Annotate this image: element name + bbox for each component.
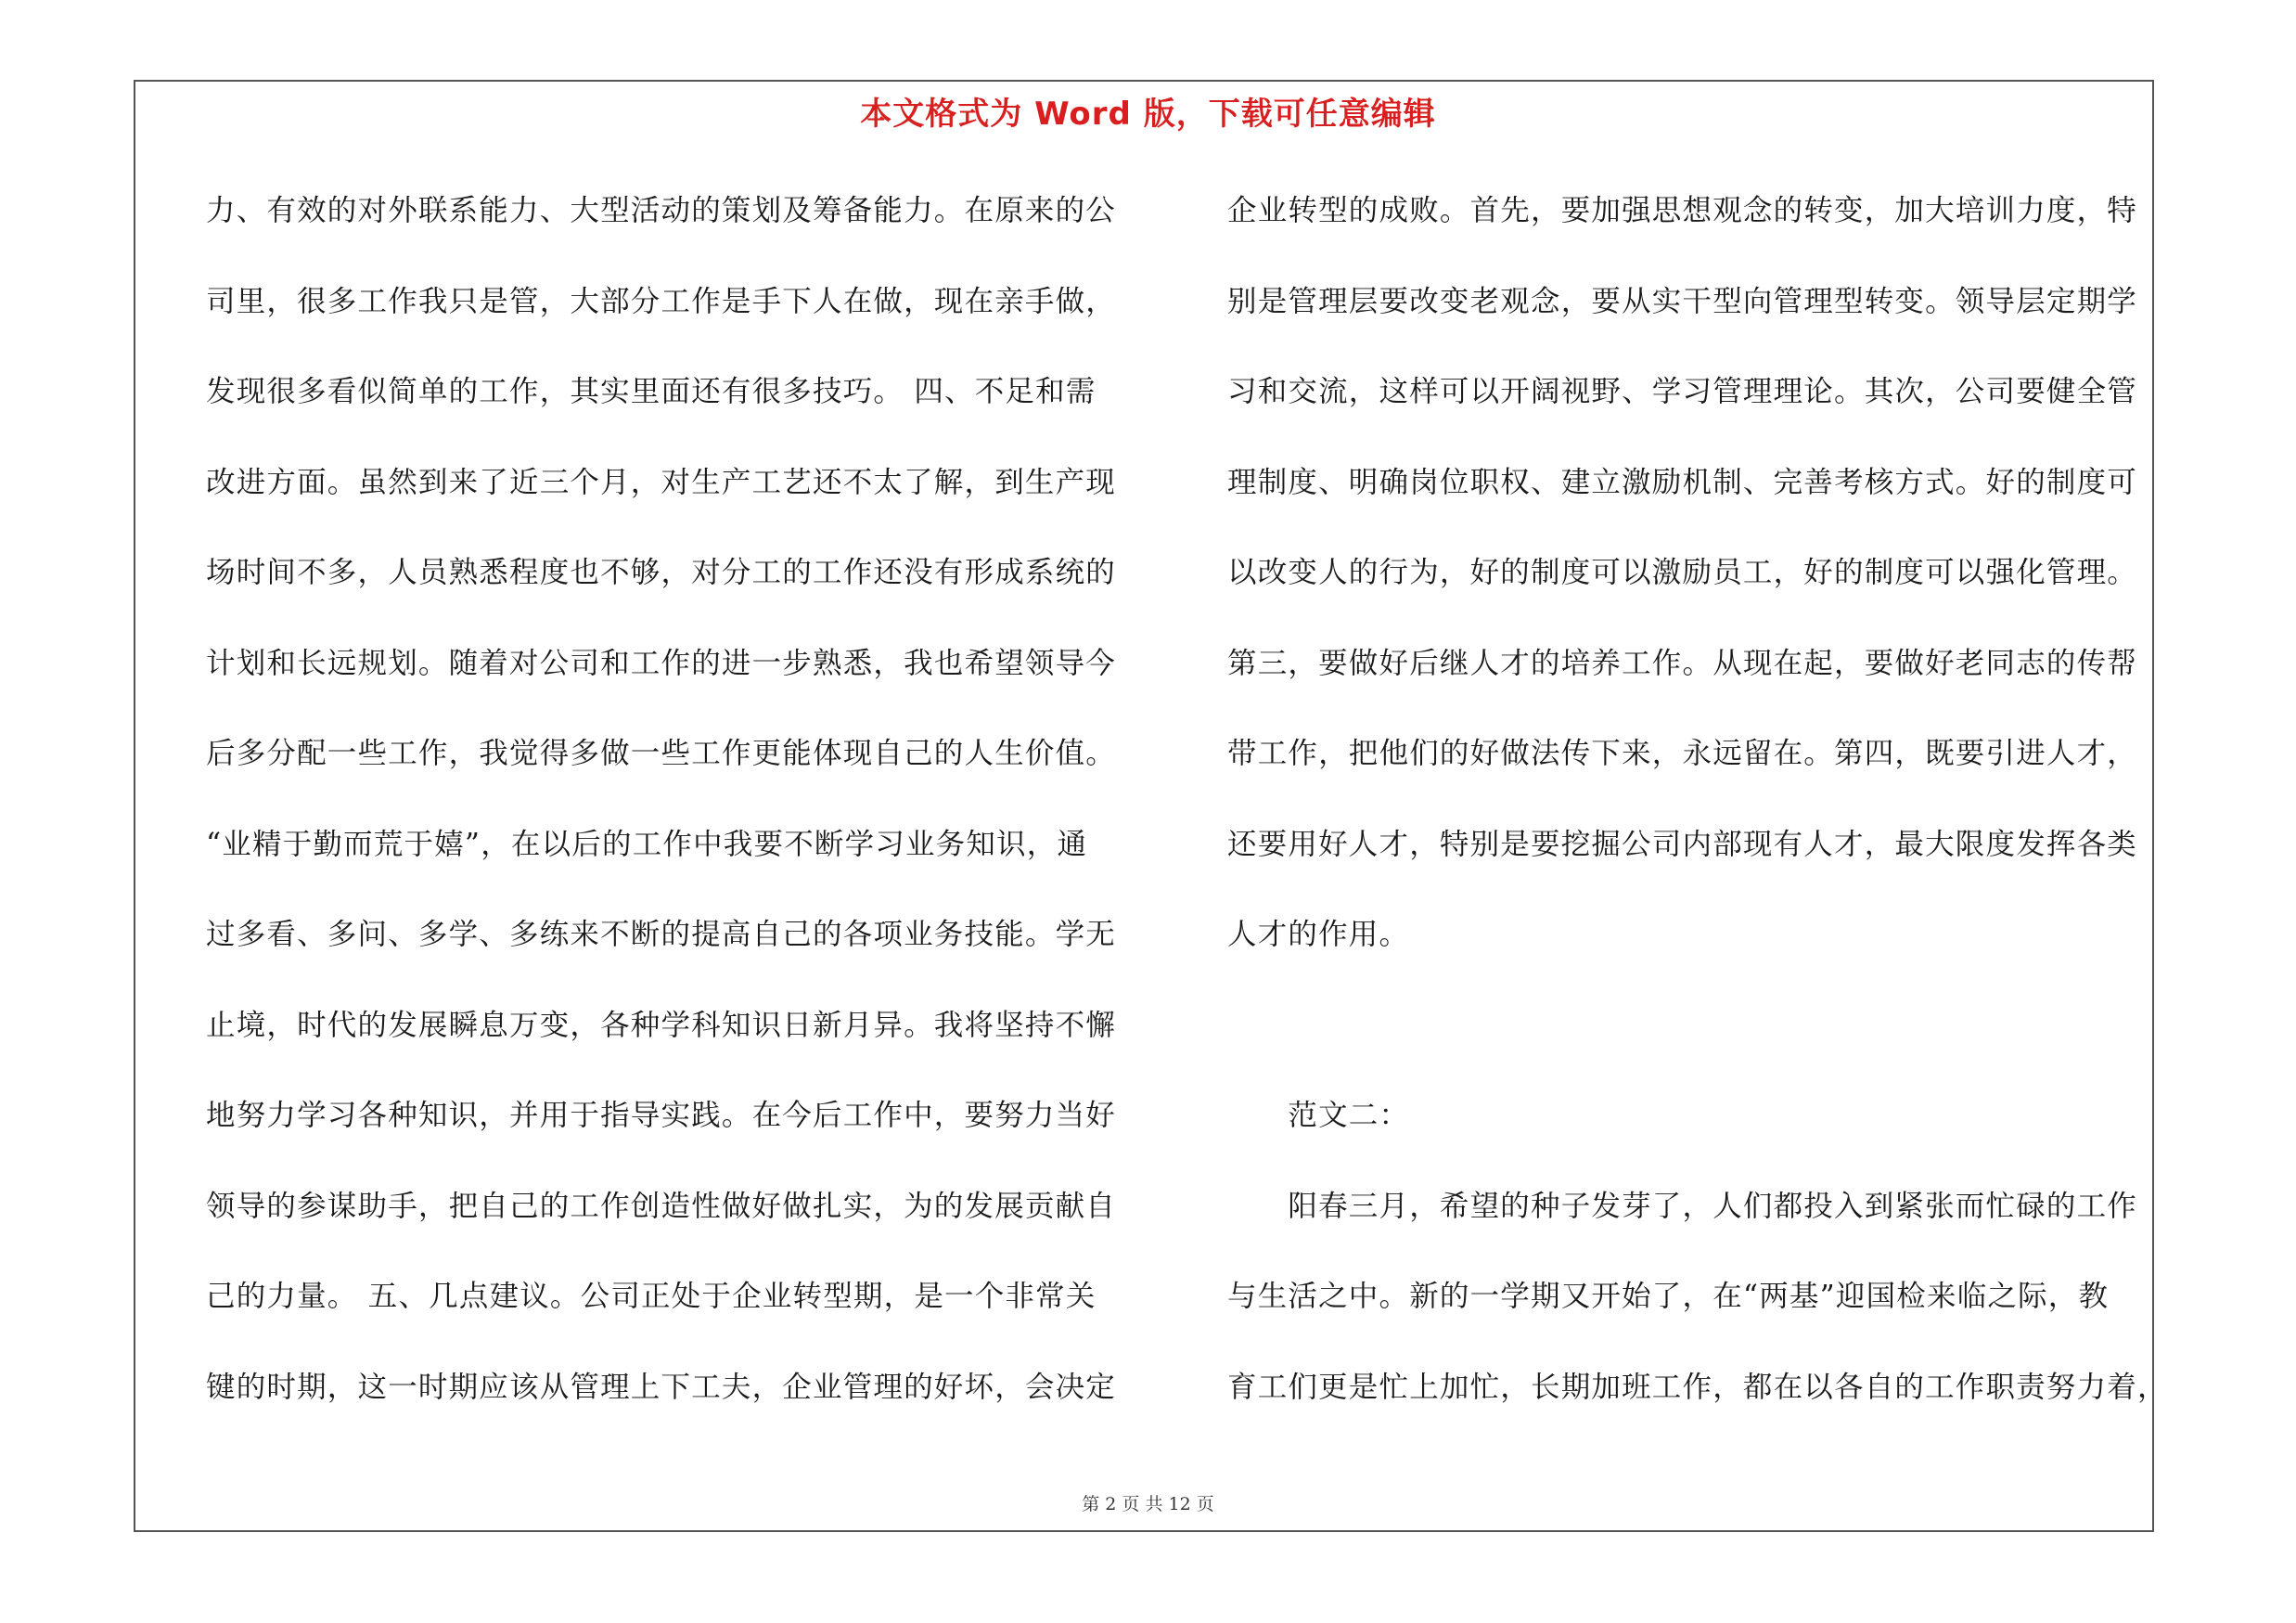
text-line: 地努力学习各种知识，并用于指导实践。在今后工作中，要努力当好 (206, 1099, 1117, 1132)
text-line: 发现很多看似简单的工作，其实里面还有很多技巧。 四、不足和需 (206, 375, 1097, 408)
text-line: 与生活之中。新的一学期又开始了，在“两基”迎国检来临之际，教 (1227, 1280, 2110, 1313)
text-line: “业精于勤而荒于嬉”，在以后的工作中我要不断学习业务知识，通 (206, 827, 1088, 861)
text-line: 以改变人的行为，好的制度可以激励员工，好的制度可以强化管理。 (1227, 556, 2138, 589)
text-line: 理制度、明确岗位职权、建立激励机制、完善考核方式。好的制度可 (1227, 465, 2138, 499)
format-banner: 本文格式为 Word 版，下载可任意编辑 (860, 96, 1436, 133)
text-line: 企业转型的成败。首先，要加强思想观念的转变，加大培训力度，特 (1227, 194, 2138, 227)
text-line: 计划和长远规划。随着对公司和工作的进一步熟悉，我也希望领导今 (206, 646, 1117, 680)
text-line: 习和交流，这样可以开阔视野、学习管理理论。其次，公司要健全管 (1227, 375, 2138, 408)
text-line: 带工作，把他们的好做法传下来，永远留在。第四，既要引进人才， (1227, 737, 2138, 770)
page-number: 第 2 页 共 12 页 (1082, 1494, 1214, 1514)
text-line: 场时间不多，人员熟悉程度也不够，对分工的工作还没有形成系统的 (206, 556, 1117, 589)
text-line: 育工们更是忙上加忙，长期加班工作，都在以各自的工作职责努力着， (1227, 1370, 2168, 1404)
text-line: 过多看、多问、多学、多练来不断的提高自己的各项业务技能。学无 (206, 918, 1117, 951)
text-line: 阳春三月，希望的种子发芽了，人们都投入到紧张而忙碌的工作 (1227, 1189, 2138, 1223)
text-line: 人才的作用。 (1227, 918, 1410, 951)
text-line: 还要用好人才，特别是要挖掘公司内部现有人才，最大限度发挥各类 (1227, 827, 2138, 861)
left-column (206, 183, 1116, 1449)
text-line: 后多分配一些工作，我觉得多做一些工作更能体现自己的人生价值。 (206, 737, 1117, 770)
text-line: 力、有效的对外联系能力、大型活动的策划及筹备能力。在原来的公 (206, 194, 1117, 227)
text-line: 键的时期，这一时期应该从管理上下工夫，企业管理的好坏，会决定 (206, 1370, 1117, 1404)
text-line: 领导的参谋助手，把自己的工作创造性做好做扎实，为的发展贡献自 (206, 1189, 1117, 1223)
text-line: 第三，要做好后继人才的培养工作。从现在起，要做好老同志的传帮 (1227, 646, 2138, 680)
text-line: 止境，时代的发展瞬息万变，各种学科知识日新月异。我将坚持不懈 (206, 1008, 1117, 1042)
text-line: 别是管理层要改变老观念，要从实干型向管理型转变。领导层定期学 (1227, 284, 2138, 318)
text-line: 己的力量。 五、几点建议。公司正处于企业转型期，是一个非常关 (206, 1280, 1097, 1313)
section-heading: 范文二： (1227, 1099, 1410, 1132)
text-line: 改进方面。虽然到来了近三个月，对生产工艺还不太了解，到生产现 (206, 465, 1117, 499)
text-line: 司里，很多工作我只是管，大部分工作是手下人在做，现在亲手做， (206, 284, 1117, 318)
blank-line (1227, 998, 2168, 1088)
right-column (1227, 183, 2168, 1449)
